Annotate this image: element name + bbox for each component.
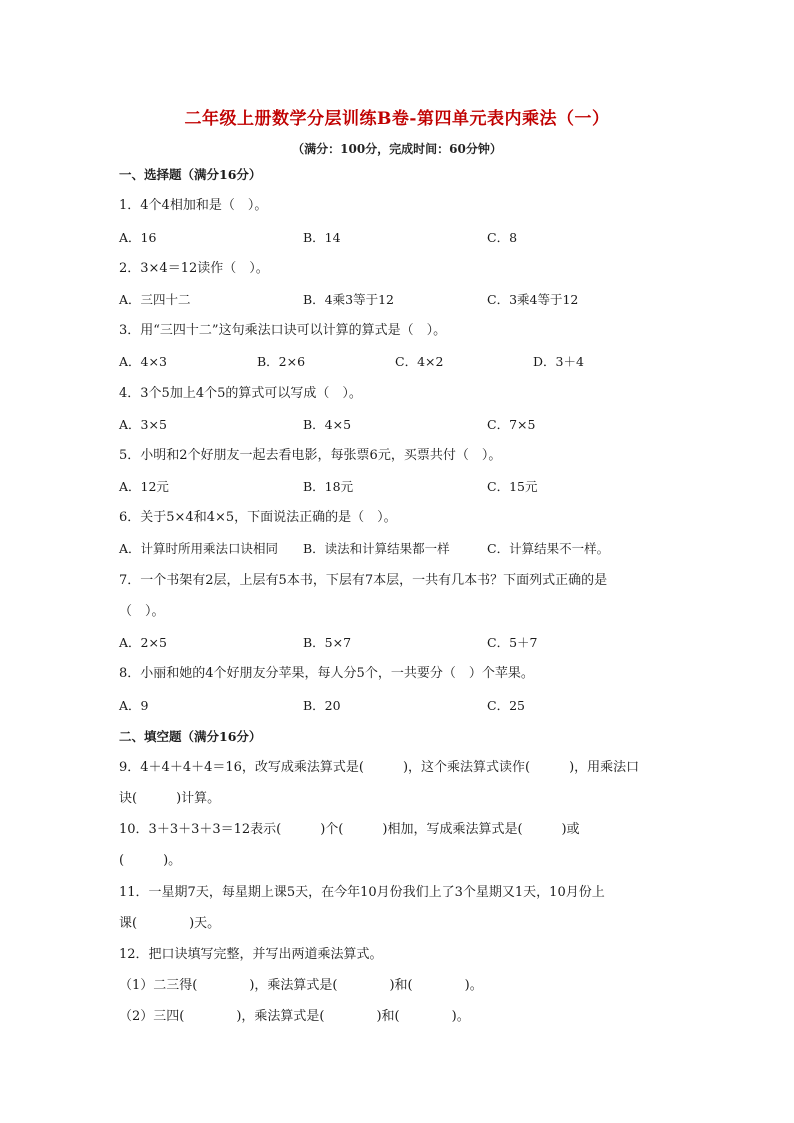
q8-option-c: C．25 bbox=[487, 698, 525, 713]
question-10-cont: ( )。 bbox=[119, 853, 182, 868]
question-3: 3．用“三四十二”这句乘法口诀可以计算的算式是（ ）。 bbox=[119, 323, 447, 338]
q6-option-c: C．计算结果不一样。 bbox=[487, 541, 610, 556]
q7-option-a: A．2×5 bbox=[119, 635, 167, 650]
q6-option-a: A．计算时所用乘法口诀相同 bbox=[119, 541, 279, 556]
q4-option-c: C．7×5 bbox=[487, 417, 536, 432]
question-7: 7．一个书架有2层，上层有5本书，下层有7本层，一共有几本书？下面列式正确的是 bbox=[119, 573, 608, 588]
q5-option-b: B．18元 bbox=[303, 479, 354, 494]
question-2: 2．3×4＝12读作（ ）。 bbox=[119, 261, 269, 276]
question-11-cont: 课( )天。 bbox=[119, 916, 221, 931]
q2-option-c: C．3乘4等于12 bbox=[487, 292, 579, 307]
q4-option-b: B．4×5 bbox=[303, 417, 352, 432]
q7-option-b: B．5×7 bbox=[303, 635, 352, 650]
question-9-cont: 诀( )计算。 bbox=[119, 791, 221, 806]
question-6: 6．关于5×4和4×5，下面说法正确的是（ ）。 bbox=[119, 510, 397, 525]
q1-option-a: A．16 bbox=[119, 230, 157, 245]
question-7-cont: （ ）。 bbox=[119, 604, 165, 619]
question-10: 10．3＋3＋3＋3＝12表示( )个( )相加，写成乘法算式是( )或 bbox=[119, 822, 580, 837]
q3-option-b: B．2×6 bbox=[257, 354, 306, 369]
q4-option-a: A．3×5 bbox=[119, 417, 167, 432]
q3-option-c: C．4×2 bbox=[395, 354, 444, 369]
q3-option-d: D．3＋4 bbox=[533, 354, 584, 369]
question-11: 11．一星期7天，每星期上课5天，在今年10月份我们上了3个星期又1天，10月份上 bbox=[119, 885, 605, 900]
question-1: 1．4个4相加和是（ ）。 bbox=[119, 198, 268, 213]
q8-option-b: B．20 bbox=[303, 698, 341, 713]
q7-option-c: C．5＋7 bbox=[487, 635, 538, 650]
question-12-part-2: （2）三四( )，乘法算式是( )和( )。 bbox=[119, 1009, 470, 1024]
section2-heading: 二、填空题（满分16分） bbox=[119, 729, 262, 744]
page-subtitle: （满分：100分，完成时间：60分钟） bbox=[292, 142, 502, 156]
q3-option-a: A．4×3 bbox=[119, 354, 167, 369]
question-9: 9．4＋4＋4＋4＝16，改写成乘法算式是( )，这个乘法算式读作( )，用乘法口 bbox=[119, 760, 640, 775]
q5-option-c: C．15元 bbox=[487, 479, 538, 494]
question-12: 12．把口诀填写完整，并写出两道乘法算式。 bbox=[119, 947, 383, 962]
question-5: 5．小明和2个好朋友一起去看电影，每张票6元，买票共付（ ）。 bbox=[119, 448, 502, 463]
question-4: 4．3个5加上4个5的算式可以写成（ ）。 bbox=[119, 386, 362, 401]
q6-option-b: B．读法和计算结果都一样 bbox=[303, 541, 450, 556]
page-title: 二年级上册数学分层训练B卷-第四单元表内乘法（一） bbox=[184, 109, 610, 129]
q5-option-a: A．12元 bbox=[119, 479, 169, 494]
question-8: 8．小丽和她的4个好朋友分苹果，每人分5个，一共要分（ ）个苹果。 bbox=[119, 666, 534, 681]
question-12-part-1: （1）二三得( )，乘法算式是( )和( )。 bbox=[119, 978, 483, 993]
q2-option-b: B．4乘3等于12 bbox=[303, 292, 394, 307]
q2-option-a: A．三四十二 bbox=[119, 292, 191, 307]
q8-option-a: A．9 bbox=[119, 698, 149, 713]
q1-option-b: B．14 bbox=[303, 230, 341, 245]
q1-option-c: C．8 bbox=[487, 230, 518, 245]
section1-heading: 一、选择题（满分16分） bbox=[119, 167, 262, 182]
